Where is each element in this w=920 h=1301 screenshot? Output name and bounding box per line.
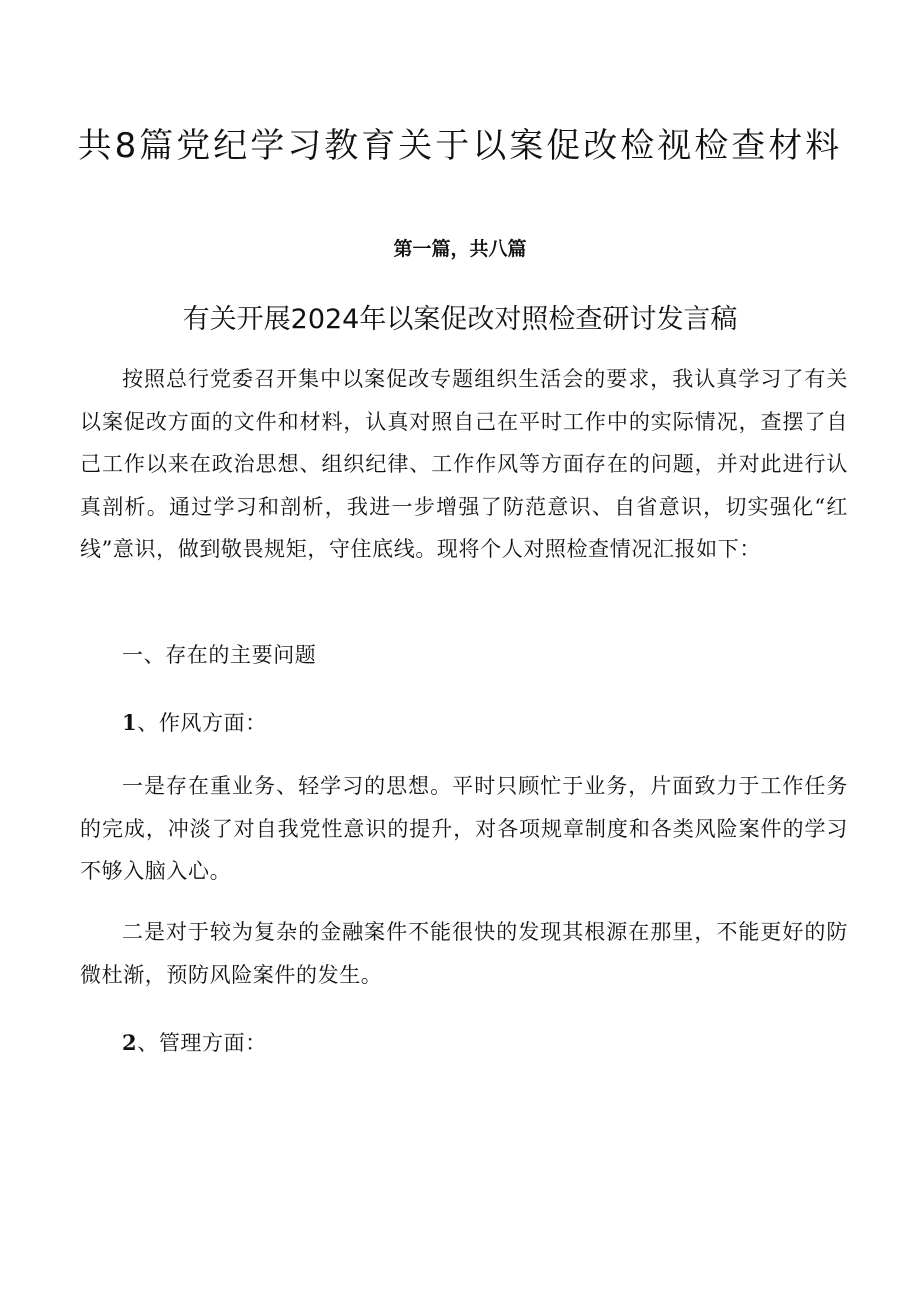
subsection-one-label: 、作风方面： bbox=[137, 711, 267, 735]
document-title: 共8篇党纪学习教育关于以案促改检视检查材料 bbox=[77, 126, 843, 166]
section-one-heading: 一、存在的主要问题 bbox=[122, 643, 317, 667]
subsection-two-heading bbox=[80, 1022, 848, 1064]
point-one-paragraph: 一是存在重业务、轻学习的思想。平时只顾忙于业务，片面致力于工作任务的完成，冲淡了对自我党性意识的提升，对各项规章制度和各类风险案件的学习不够入脑入心。 bbox=[80, 774, 848, 883]
intro-paragraph: 按照总行党委召开集中以案促改专题组织生活会的要求，我认真学习了有关以案促改方面的文件和材料，认真对照自己在平时工作中的实际情况，查摆了自己工作以来在政治思想、组织纪律、工作作风等方面存在的问题，并对此进行认真剖析。通过学习和剖析，我进一步增强了防范意识、自省意识，切实强化“红线”意识，做到敬畏规矩，守住底线。现将个人对照检查情况汇报如下： bbox=[80, 367, 848, 561]
subsection-one-heading bbox=[80, 702, 848, 744]
article-title: 有关开展2024年以案促改对照检查研讨发言稿 bbox=[182, 304, 738, 335]
point-two-paragraph: 二是对于较为复杂的金融案件不能很快的发现其根源在那里，不能更好的防微杜渐，预防风险案件的发生。 bbox=[80, 920, 848, 987]
subsection-one-number: 1 bbox=[122, 710, 138, 735]
part-label: 第一篇，共八篇 bbox=[393, 238, 527, 260]
subsection-two-label: 、管理方面： bbox=[137, 1031, 267, 1055]
subsection-two-number: 2 bbox=[122, 1030, 138, 1055]
